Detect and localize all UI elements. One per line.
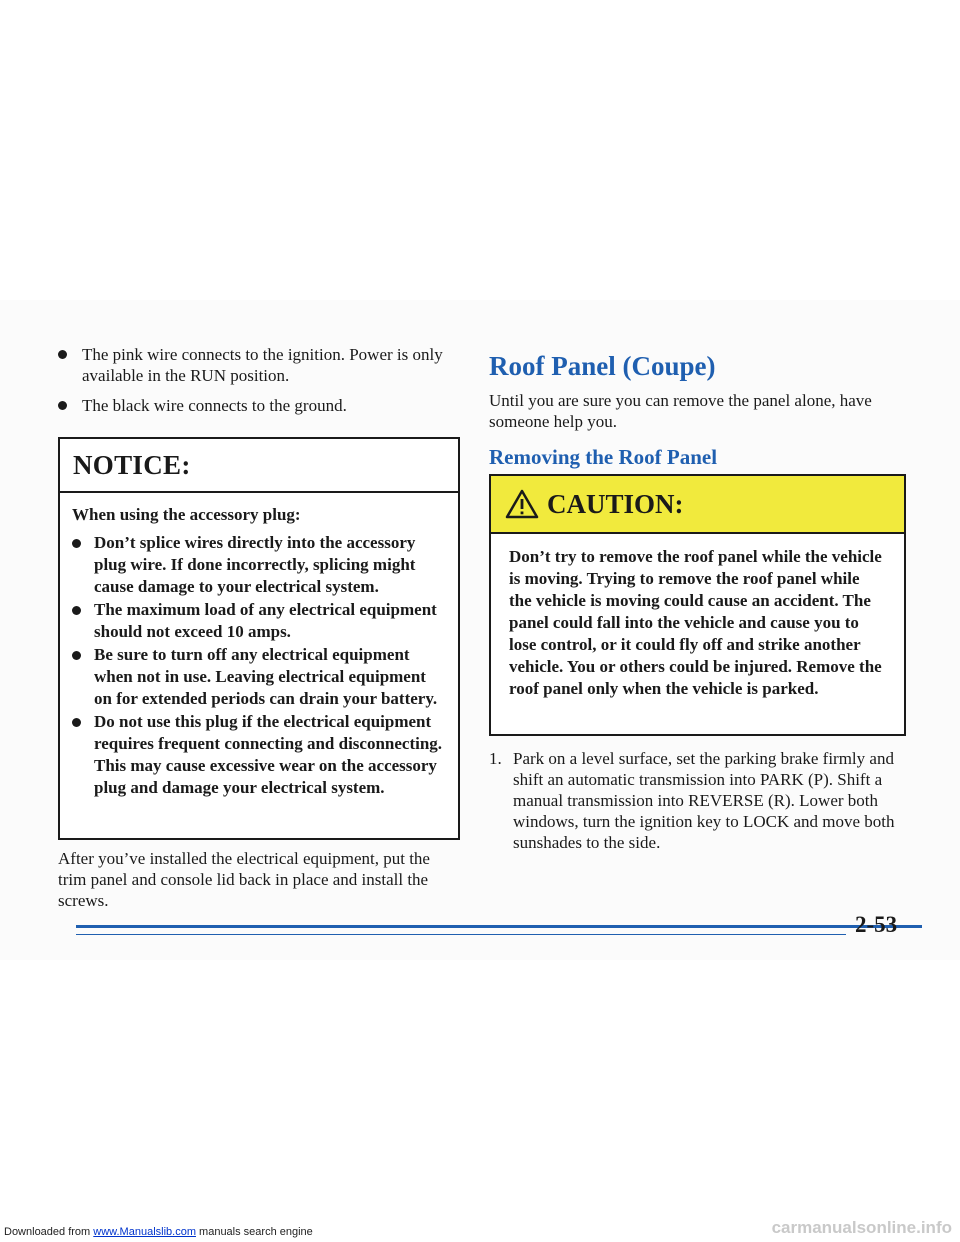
intro-paragraph: Until you are sure you can remove the panel alone, have someone help you. <box>489 391 872 431</box>
footer-rule-thin <box>76 934 846 935</box>
warning-triangle-icon <box>505 489 539 519</box>
notice-box <box>58 437 460 840</box>
manualslib-link[interactable]: www.Manualslib.com <box>93 1226 196 1238</box>
caution-box <box>489 474 906 736</box>
right-column <box>489 350 905 484</box>
page-number: 2-53 <box>855 912 898 937</box>
notice-body <box>60 493 458 799</box>
bullet-icon <box>72 606 81 615</box>
list-item: Be sure to turn off any electrical equipment when not in use. Leaving electrical equipment on for extended periods can drain your battery. <box>72 644 446 710</box>
bullet-icon <box>72 651 81 660</box>
left-column <box>58 344 460 425</box>
bullet-icon <box>72 718 81 727</box>
caution-title: CAUTION: <box>547 488 684 519</box>
bullet-icon <box>58 401 67 410</box>
list-item: The maximum load of any electrical equipment should not exceed 10 amps. <box>72 599 446 643</box>
list-item: The pink wire connects to the ignition. Power is only available in the RUN position. <box>58 344 460 386</box>
step-number: 1. <box>489 749 502 768</box>
notice-list <box>72 532 446 799</box>
list-item: The black wire connects to the ground. <box>58 395 460 416</box>
notice-header <box>60 439 458 493</box>
list-item <box>489 748 905 853</box>
notice-intro: When using the accessory plug: <box>72 505 301 524</box>
download-footer: Downloaded from www.Manualslib.com manuals search engine <box>4 1226 313 1238</box>
subsection-title: Removing the Roof Panel <box>489 445 718 469</box>
bullet-icon <box>72 539 81 548</box>
caution-body: Don’t try to remove the roof panel while the vehicle is moving. Trying to remove the roof panel while the vehicle is moving could cause an accident. The panel could fall into the vehicle and cause you to lose control, or it could fly off and strike another vehicle. You or others could be injured. Remove the roof panel only when the vehicle is parked. <box>509 547 882 698</box>
notice-title: NOTICE: <box>73 450 191 480</box>
list-item: Do not use this plug if the electrical equipment requires frequent connecting and disconnecting. This may cause excessive wear on the accessory plug and damage your electrical system. <box>72 711 446 799</box>
watermark: carmanualsonline.info <box>771 1218 952 1237</box>
section-title: Roof Panel (Coupe) <box>489 351 716 381</box>
list-item: Don’t splice wires directly into the accessory plug wire. If done incorrectly, splicing might cause damage to your electrical system. <box>72 532 446 598</box>
caution-header <box>491 476 904 534</box>
after-install-paragraph: After you’ve installed the electrical equipment, put the trim panel and console lid back in place and install the screws. <box>58 849 430 910</box>
step-text: Park on a level surface, set the parking brake firmly and shift an automatic transmission into PARK (P). Shift a manual transmission into REVERSE (R). Lower both windows, turn the ignition key to LOCK and move both sunshades to the side. <box>513 749 895 852</box>
removal-steps <box>489 748 905 853</box>
bullet-icon <box>58 350 67 359</box>
wire-bullet-list <box>58 344 460 416</box>
footer-rule <box>76 925 922 928</box>
